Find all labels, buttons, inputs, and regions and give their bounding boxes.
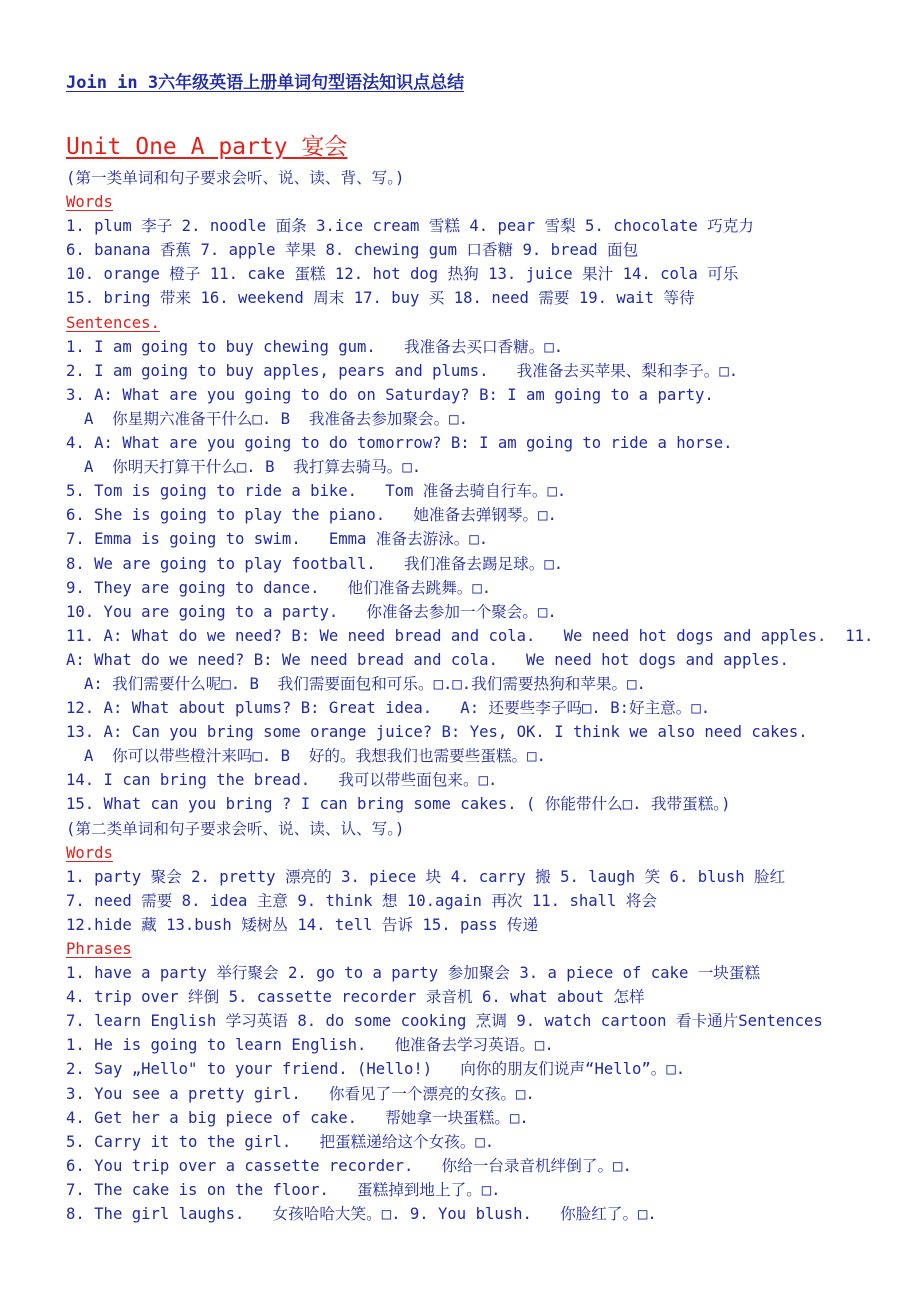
requirement-note-1: (第一类单词和句子要求会听、说、读、背、写。): [66, 169, 405, 187]
words-heading-1: Words: [66, 193, 113, 212]
document-body: [66, 166, 886, 1226]
word-line: 15. bring 带来 16. weekend 周末 17. buy 买 18. need 需要 19. wait 等待: [66, 289, 695, 308]
sentence-line: 15. What can you bring ? I can bring some cakes. ( 你能带什么□. 我带蛋糕。): [66, 795, 731, 814]
sentence-line: 1. He is going to learn English. 他准备去学习英语。□.: [66, 1036, 554, 1055]
word-line: 7. need 需要 8. idea 主意 9. think 想 10.again 再次 11. shall 将会: [66, 891, 657, 910]
sentence-line: 4. A: What are you going to do tomorrow? B: I am going to ride a horse.: [66, 434, 733, 453]
sentence-line: 14. I can bring the bread. 我可以带些面包来。□.: [66, 771, 498, 790]
sentence-line: 13. A: Can you bring some orange juice? B: Yes, OK. I think we also need cakes.: [66, 723, 808, 742]
phrase-line: 7. learn English 学习英语 8. do some cooking 烹调 9. watch cartoon 看卡通片Sentences: [66, 1012, 823, 1031]
sentence-line: 6. She is going to play the piano. 她准备去弹钢琴。□.: [66, 506, 557, 525]
sentence-line: 3. A: What are you going to do on Saturday? B: I am going to a party.: [66, 385, 714, 404]
sentence-translation: A 你可以带些橙汁来吗□. B 好的。我想我们也需要些蛋糕。□.: [84, 747, 546, 766]
word-line: 1. plum 李子 2. noodle 面条 3.ice cream 雪糕 4. pear 雪梨 5. chocolate 巧克力: [66, 217, 754, 236]
document-title: Join in 3六年级英语上册单词句型语法知识点总结: [66, 73, 465, 93]
unit-title: Unit One A party 宴会: [66, 134, 348, 160]
sentence-translation: A 你星期六准备干什么□. B 我准备去参加聚会。□.: [84, 409, 468, 428]
words-heading-2: Words: [66, 843, 113, 862]
sentence-line: 2. I am going to buy apples, pears and plums. 我准备去买苹果、梨和李子。□.: [66, 361, 739, 380]
sentence-line: 8. The girl laughs. 女孩哈哈大笑。□. 9. You blush. 你脸红了。□.: [66, 1205, 657, 1224]
sentence-translation: A 你明天打算干什么□. B 我打算去骑马。□.: [84, 458, 422, 477]
sentence-line: 3. You see a pretty girl. 你看见了一个漂亮的女孩。□.: [66, 1084, 535, 1103]
sentence-line: 5. Tom is going to ride a bike. Tom 准备去骑自行车。□.: [66, 482, 567, 501]
sentence-line: 2. Say „Hello" to your friend. (Hello!) 向你的朋友们说声“Hello”。□.: [66, 1060, 686, 1079]
word-line: 12.hide 藏 13.bush 矮树丛 14. tell 告诉 15. pass 传递: [66, 915, 539, 934]
sentence-line: 1. I am going to buy chewing gum. 我准备去买口香糖。□.: [66, 337, 564, 356]
sentence-line: 4. Get her a big piece of cake. 帮她拿一块蛋糕。□.: [66, 1108, 529, 1127]
sentences-heading-1: Sentences.: [66, 313, 160, 332]
word-line: 1. party 聚会 2. pretty 漂亮的 3. piece 块 4. carry 搬 5. laugh 笑 6. blush 脸红: [66, 867, 786, 886]
sentence-line: 5. Carry it to the girl. 把蛋糕递给这个女孩。□.: [66, 1132, 495, 1151]
sentence-line: A: What do we need? B: We need bread and cola. We need hot dogs and apples.: [66, 650, 789, 669]
word-line: 6. banana 香蕉 7. apple 苹果 8. chewing gum 口香糖 9. bread 面包: [66, 241, 639, 260]
requirement-note-2: (第二类单词和句子要求会听、说、读、认、写。): [66, 819, 405, 838]
sentence-line: 6. You trip over a cassette recorder. 你给一台录音机绊倒了。□.: [66, 1156, 632, 1175]
sentence-line: 10. You are going to a party. 你准备去参加一个聚会。□.: [66, 602, 557, 621]
sentence-translation: A: 我们需要什么呢□. B 我们需要面包和可乐。□.□.我们需要热狗和苹果。□.: [84, 674, 646, 693]
word-line: 10. orange 橙子 11. cake 蛋糕 12. hot dog 热狗 13. juice 果汁 14. cola 可乐: [66, 265, 739, 284]
sentence-line: 8. We are going to play football. 我们准备去踢足球。□.: [66, 554, 564, 573]
phrase-line: 1. have a party 举行聚会 2. go to a party 参加聚会 3. a piece of cake 一块蛋糕: [66, 964, 761, 983]
sentence-line: 9. They are going to dance. 他们准备去跳舞。□.: [66, 578, 492, 597]
sentence-line: 12. A: What about plums? B: Great idea. A: 还要些李子吗□. B:好主意。□.: [66, 699, 711, 718]
sentence-line: 7. The cake is on the floor. 蛋糕掉到地上了。□.: [66, 1180, 501, 1199]
sentence-line: 7. Emma is going to swim. Emma 准备去游泳。□.: [66, 530, 489, 549]
sentence-line: 11. A: What do we need? B: We need bread and cola. We need hot dogs and apples. 11.: [66, 626, 874, 645]
phrase-line: 4. trip over 绊倒 5. cassette recorder 录音机 6. what about 怎样: [66, 988, 645, 1007]
phrases-heading: Phrases: [66, 940, 132, 958]
